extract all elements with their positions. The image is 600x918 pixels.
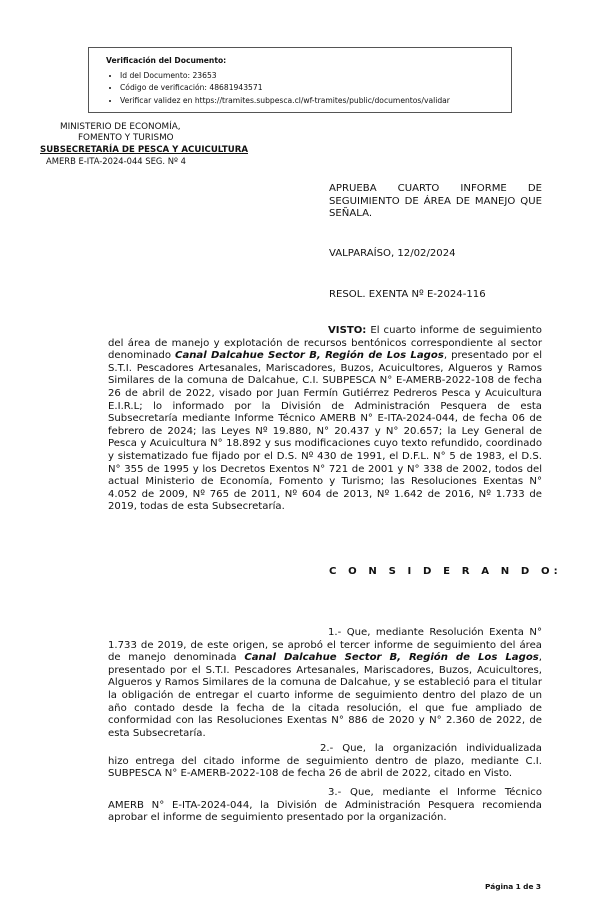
page-of-label: de: [523, 882, 534, 891]
ministry-line-2: FOMENTO Y TURISMO: [78, 133, 174, 144]
visto-paragraph: [108, 325, 542, 514]
document-id: • Id del Documento: 23653: [120, 70, 511, 82]
ministry-header: [40, 122, 290, 168]
document-subject: APRUEBA CUARTO INFORME DE SEGUIMIENTO DE ÁREA DE MANEJO QUE SEÑALA.: [329, 183, 542, 220]
considerando-paragraph-2: [108, 743, 542, 781]
p3-text: 3.- Que, mediante el Informe Técnico AMERB N° E-ITA-2024-044, la División de Administración Pesquera recomienda aprobar el informe de seguimiento presentado por la organización.: [108, 787, 542, 824]
visto-text-1: El cuarto informe de seguimiento del área de manejo y explotación de recursos bentónicos correspondiente al sector denominado: [108, 325, 542, 362]
p2-text: 2.- Que, la organización individualizada hizo entrega del citado informe de seguimiento dentro de plazo, mediante C.I. SUBPESCA N° E-AMERB-2022-108 de fecha 26 de abril de 2022, citado en Visto.: [108, 743, 542, 780]
page-number: 1: [515, 882, 521, 891]
amerb-reference: AMERB E-ITA-2024-044 SEG. Nº 4: [46, 156, 186, 167]
visto-area-name: Canal Dalcahue Sector B, Región de Los Lagos: [175, 350, 444, 362]
p1-area-name: Canal Dalcahue Sector B, Región de Los Lagos: [244, 652, 539, 664]
visto-label: VISTO:: [328, 325, 367, 336]
considerando-paragraph-3: [108, 787, 542, 825]
page-label: Página: [485, 882, 514, 891]
validation-link[interactable]: • Verificar validez en https://tramites.subpesca.cl/wf-tramites/public/documentos/validar: [120, 95, 511, 107]
considerando-paragraph-1: [108, 627, 542, 740]
visto-text-2: , presentado por el S.T.I. Pescadores Artesanales, Mariscadores, Buzos, Acuicultores, Algueros y Ramos Similares de la comuna de Dalcahue, C.I. SUBPESCA N° E-AMERB-2022-108 de fecha 26 de abril de 2022, visado por Juan Fermín Gutiérrez Pedreros Pesca y Acuicultura E.I.R.L; lo informado por la División de Administración Pesquera de esta Subsecretaría mediante Informe Técnico AMERB N° E-ITA-2024-044, de fecha 06 de febrero de 2024; las Leyes Nº 19.880, N° 20.437 y N° 20.657; la Ley General de Pesca y Acuicultura N° 18.892 y sus modificaciones cuyo texto refundido, coordinado y sistematizado fue fijado por el D.S. Nº 430 de 1991, el D.F.L. N° 5 de 1983, el D.S. N° 355 de 1995 y los Decretos Exentos N° 721 de 2001 y N° 338 de 2002, todos del actual Ministerio de Economía, Fomento y Turismo; las Resoluciones Exentas N° 4.052 de 2009, Nº 765 de 2011, Nº 604 de 2013, Nº 1.642 de 2016, Nº 1.733 de 2019, todas de esta Subsecretaría.: [108, 350, 543, 513]
verification-code: • Código de verificación: 48681943571: [120, 82, 511, 94]
page-total: 3: [535, 882, 541, 891]
subsecretaria-title: SUBSECRETARÍA DE PESCA Y ACUICULTURA: [40, 144, 248, 155]
resolution-number: RESOL. EXENTA Nº E-2024-116: [329, 289, 486, 300]
ministry-line-1: MINISTERIO DE ECONOMÍA,: [60, 122, 181, 132]
p1-text-2: , presentado por el S.T.I. Pescadores Artesanales, Mariscadores, Buzos, Acuicultores, Algueros y Ramos Similares de la comuna de Dalcahue, y se estableció para el titular la obligación de entregar el cuarto informe de seguimiento dentro del plazo de un año contado desde la fecha de la citada resolución, el que fue ampliado de conformidad con las Resoluciones Exentas N° 886 de 2020 y N° 2.360 de 2022, de esta Subsecretaría.: [108, 652, 542, 739]
place-date: VALPARAÍSO, 12/02/2024: [329, 248, 456, 259]
verification-list: [106, 70, 511, 107]
considerando-heading: C O N S I D E R A N D O:: [329, 566, 562, 577]
verification-title: Verificación del Documento:: [106, 56, 227, 65]
page-footer: [485, 882, 541, 891]
verification-box: [88, 47, 512, 113]
p1-text-1: 1.- Que, mediante Resolución Exenta N° 1.733 de 2019, de este origen, se aprobó el tercer informe de seguimiento del área de manejo denominada: [108, 627, 542, 664]
